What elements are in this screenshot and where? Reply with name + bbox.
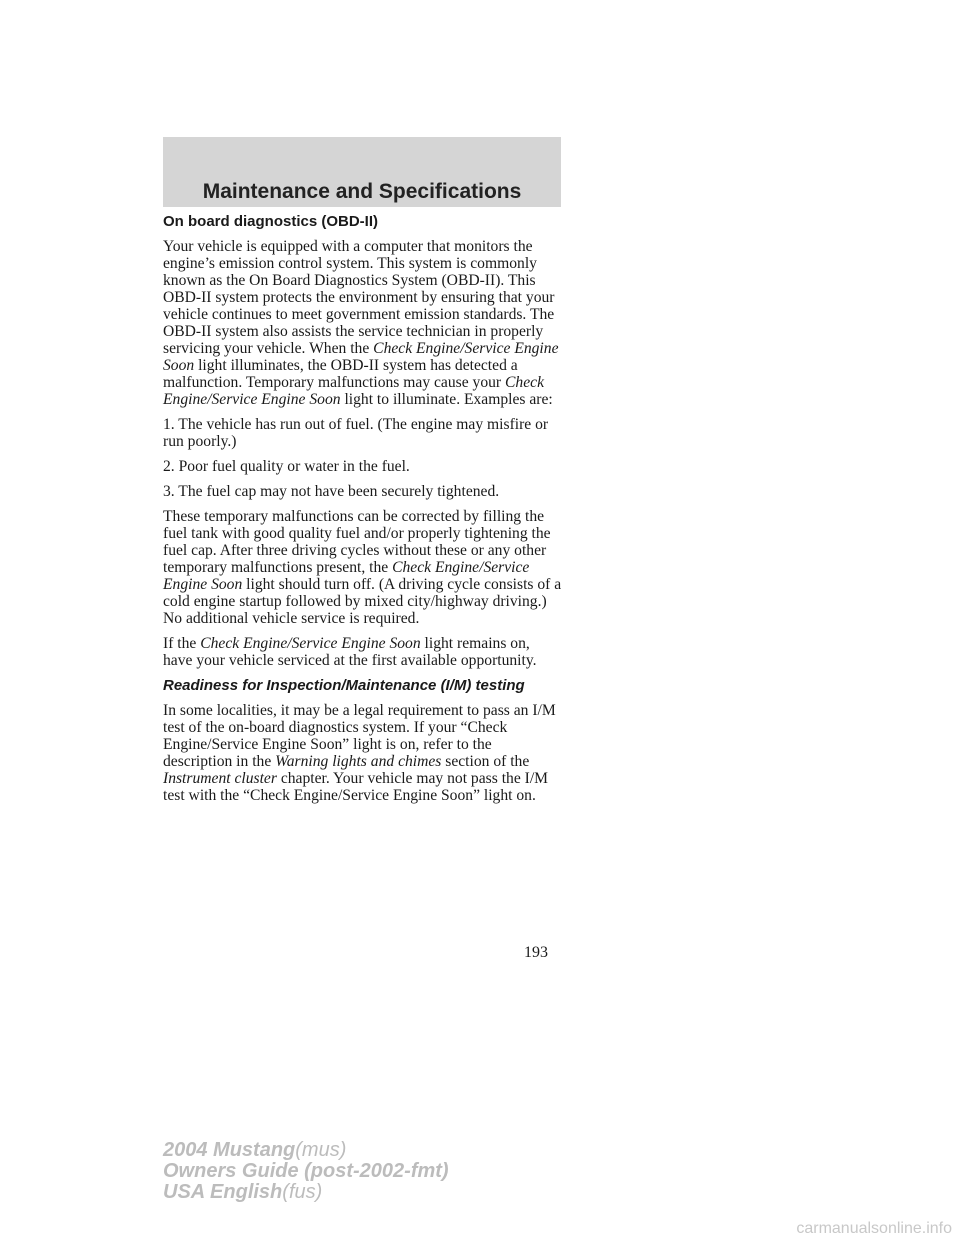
im-text-3: chapter. Your vehicle may not pass the I/M test with the “Check Engine/Service Engine Soon” light on. (163, 770, 549, 804)
correction-text-2: light should turn off. (A driving cycle consists of a cold engine startup followed by mixed city/highway driving.) No additional vehicle service is required. (163, 576, 562, 627)
footer-line-3 (163, 1182, 449, 1203)
footer-line-1 (163, 1140, 449, 1161)
page-title: Maintenance and Specifications (202, 180, 522, 203)
list-item: 3. The fuel cap may not have been securely tightened. (163, 483, 500, 500)
intro-emphasis-2: Check Engine/Service Engine Soon (163, 374, 544, 408)
list-item: 2. Poor fuel quality or water in the fuel. (163, 458, 410, 475)
remains-paragraph (163, 635, 563, 669)
im-text-1: In some localities, it may be a legal requirement to pass an I/M test of the on-board diagnostics system. If your “Check Engine/Service Engine Soon” light is on, refer to the description in the (163, 702, 556, 770)
remains-emphasis: Check Engine/Service Engine Soon (200, 635, 421, 652)
header-band (163, 137, 561, 207)
intro-emphasis-1: Check Engine/Service Engine Soon (163, 340, 559, 374)
correction-emphasis: Check Engine/Service Engine Soon (163, 559, 530, 593)
footer-model: 2004 Mustang (163, 1139, 296, 1161)
footer-model-code: (mus) (295, 1139, 347, 1161)
correction-text-1: These temporary malfunctions can be corrected by filling the fuel tank with good quality fuel and/or properly tightening the fuel cap. After three driving cycles without these or any other temporary malfunctions present, the (163, 508, 551, 576)
footer (163, 1140, 449, 1203)
im-paragraph (163, 702, 563, 804)
page-content (163, 213, 563, 812)
remains-text-2: light remains on, have your vehicle serviced at the first available opportunity. (163, 635, 537, 669)
watermark: carmanualsonline.info (796, 1220, 952, 1237)
section-heading: On board diagnostics (OBD-II) (163, 213, 379, 230)
im-emphasis-2: Instrument cluster (163, 770, 277, 787)
remains-text-1: If the (163, 635, 201, 652)
footer-language-code: (fus) (282, 1181, 323, 1203)
im-emphasis-1: Warning lights and chimes (275, 753, 442, 770)
intro-text-1: Your vehicle is equipped with a computer that monitors the engine’s emission control system. This system is commonly known as the On Board Diagnostics System (OBD-II). This OBD-II system protects the environment by ensuring that your vehicle continues to meet government emission standards. The OBD-II system also assists the service technician in properly servicing your vehicle. When the (163, 238, 555, 357)
footer-language: USA English (163, 1181, 283, 1203)
correction-paragraph (163, 508, 563, 627)
page-number: 193 (524, 944, 548, 961)
intro-text-2: light illuminates, the OBD-II system has detected a malfunction. Temporary malfunctions may cause your (163, 357, 518, 391)
intro-paragraph (163, 238, 563, 408)
im-text-2: section of the (441, 753, 530, 770)
list-item: 1. The vehicle has run out of fuel. (The engine may misfire or run poorly.) (163, 416, 549, 450)
subsection-heading: Readiness for Inspection/Maintenance (I/M) testing (163, 677, 525, 694)
footer-line-2: Owners Guide (post-2002-fmt) (163, 1160, 449, 1182)
intro-text-3: light to illuminate. Examples are: (340, 391, 553, 408)
